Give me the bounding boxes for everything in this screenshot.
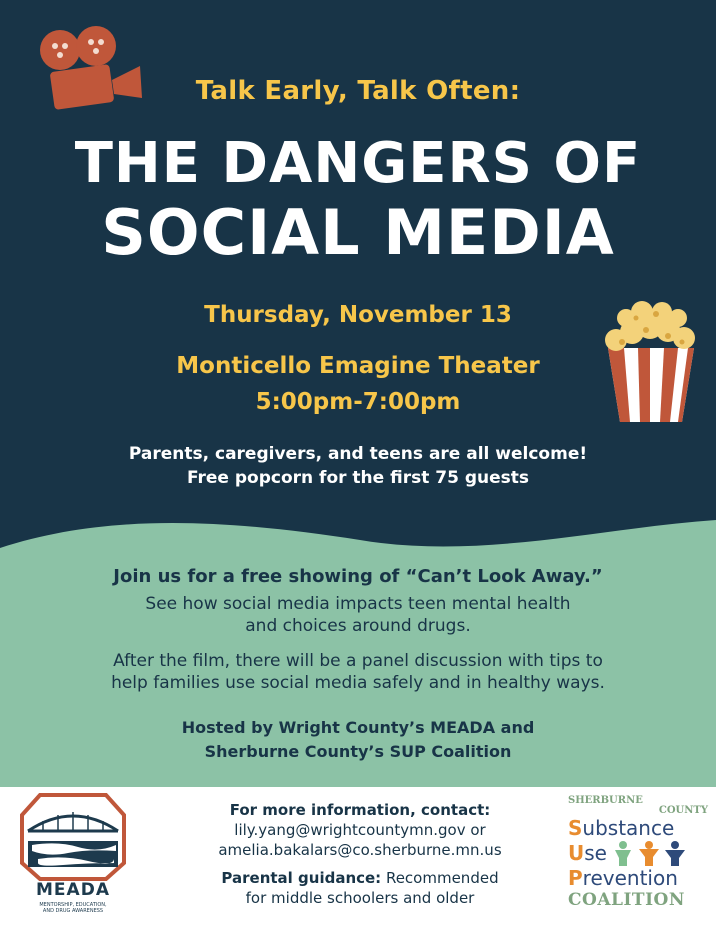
people-icon bbox=[613, 840, 699, 866]
sup-rest-substance: ubstance bbox=[582, 816, 675, 840]
bridge-icon bbox=[18, 793, 128, 881]
meada-sub-line-2: AND DRUG AWARENESS bbox=[42, 908, 104, 914]
event-time: 5:00pm-7:00pm bbox=[255, 389, 461, 415]
film-description-line-2: and choices around drugs. bbox=[245, 616, 471, 636]
meada-logo-name: MEADA bbox=[36, 880, 110, 900]
contact-email-1[interactable]: lily.yang@wrightcountymn.gov or bbox=[234, 821, 486, 839]
panel-description-line-1: After the film, there will be a panel discussion with tips to bbox=[113, 651, 603, 671]
title-line-2: SOCIAL MEDIA bbox=[101, 196, 615, 269]
sup-coalition-logo bbox=[568, 796, 708, 910]
sup-word-prevention bbox=[568, 866, 708, 890]
guidance-text-2: for middle schoolers and older bbox=[245, 889, 475, 907]
sup-letter-s: S bbox=[568, 816, 583, 840]
popcorn-icon bbox=[598, 296, 704, 426]
hosted-by-line-1: Hosted by Wright County’s MEADA and bbox=[181, 718, 535, 737]
sup-coalition-word: COALITION bbox=[568, 890, 685, 910]
sup-header-1: SHERBURNE bbox=[568, 795, 643, 806]
panel-description bbox=[0, 650, 716, 694]
hosted-by bbox=[0, 716, 716, 764]
welcome-line-2: Free popcorn for the first 75 guests bbox=[186, 468, 529, 488]
kicker-text: Talk Early, Talk Often: bbox=[195, 76, 521, 106]
sup-letter-p: P bbox=[568, 866, 583, 890]
meada-sub-line-1: MENTORSHIP, EDUCATION, bbox=[39, 902, 107, 908]
contact-block bbox=[150, 800, 570, 908]
title-line-1: THE DANGERS OF bbox=[74, 131, 642, 196]
welcome-text bbox=[0, 442, 716, 490]
hosted-by-line-2: Sherburne County’s SUP Coalition bbox=[204, 742, 512, 761]
sup-word-substance bbox=[568, 816, 708, 840]
sup-letter-u: U bbox=[568, 841, 585, 865]
panel-description-line-2: help families use social media safely and in healthy ways. bbox=[111, 673, 605, 693]
meada-logo-subtitle bbox=[14, 902, 132, 914]
sup-header-2: COUNTY bbox=[658, 805, 708, 816]
event-date: Thursday, November 13 bbox=[204, 302, 512, 328]
film-description bbox=[0, 593, 716, 637]
event-venue: Monticello Emagine Theater bbox=[176, 353, 540, 379]
film-description-line-1: See how social media impacts teen mental health bbox=[145, 594, 571, 614]
sup-word-use bbox=[568, 840, 708, 866]
join-heading: Join us for a free showing of “Can’t Look Away.” bbox=[113, 566, 603, 587]
welcome-line-1: Parents, caregivers, and teens are all welcome! bbox=[128, 444, 588, 464]
guidance-text-1: Recommended bbox=[381, 869, 499, 887]
guidance-label: Parental guidance: bbox=[221, 869, 382, 887]
contact-email-2[interactable]: amelia.bakalars@co.sherburne.mn.us bbox=[218, 841, 502, 859]
contact-heading: For more information, contact: bbox=[229, 801, 491, 819]
sup-rest-prevention: revention bbox=[582, 866, 678, 890]
parental-guidance bbox=[150, 868, 570, 888]
sup-rest-use: se bbox=[584, 841, 607, 865]
